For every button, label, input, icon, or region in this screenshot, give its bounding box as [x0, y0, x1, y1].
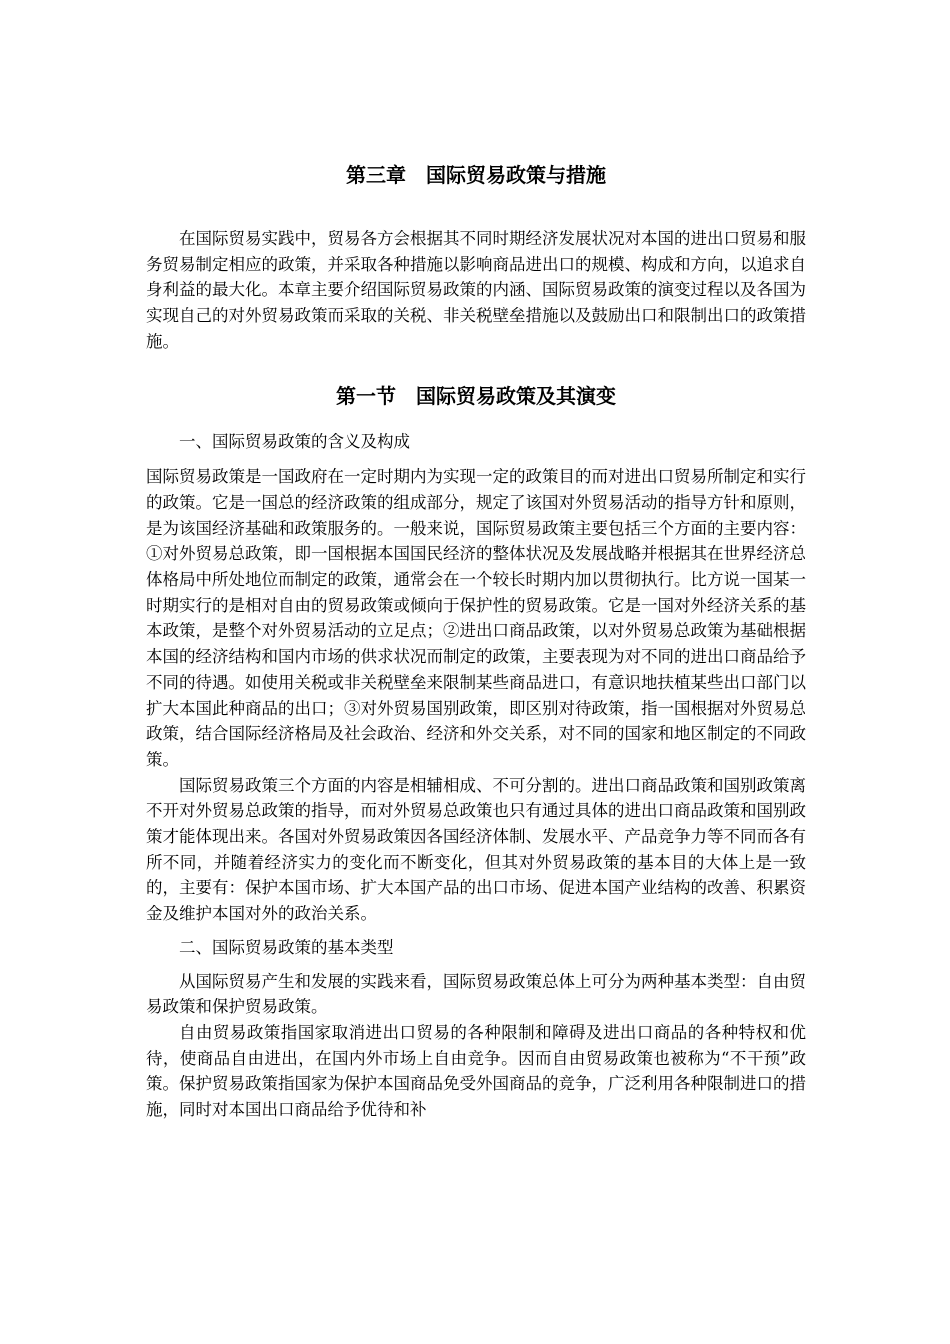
subsection-heading-2: 二、国际贸易政策的基本类型: [179, 937, 394, 957]
subsection-heading-1: 一、国际贸易政策的含义及构成: [179, 431, 410, 451]
body-paragraph: 国际贸易政策是一国政府在一定时期内为实现一定的政策目的而对进出口贸易所制定和实行的政策。它是一国总的经济政策的组成部分，规定了该国对外贸易活动的指导方针和原则，是为该国经济基础和政策服务的。一般来说，国际贸易政策主要包括三个方面的主要内容：①对外贸易总政策，即一国根据本国国民经济的整体状况及发展战略并根据其在世界经济总体格局中所处地位而制定的政策，通常会在一个较长时期内加以贯彻执行。比方说一国某一时期实行的是相对自由的贸易政策或倾向于保护性的贸易政策。它是一国对外经济关系的基本政策，是整个对外贸易活动的立足点；②进出口商品政策，以对外贸易总政策为基础根据本国的经济结构和国内市场的供求状况而制定的政策，主要表现为对不同的进出口商品给予不同的待遇。如使用关税或非关税壁垒来限制某些商品进口，有意识地扶植某些出口部门以扩大本国此种商品的出口；③对外贸易国别政策，即区别对待政策，指一国根据对外贸易总政策，结合国际经济格局及社会政治、经济和外交关系，对不同的国家和地区制定的不同政策。: [146, 467, 806, 769]
body-paragraph: 国际贸易政策三个方面的内容是相辅相成、不可分割的。进出口商品政策和国别政策离不开对外贸易总政策的指导，而对外贸易总政策也只有通过具体的进出口商品政策和国别政策才能体现出来。各国对外贸易政策因各国经济体制、发展水平、产品竞争力等不同而各有所不同，并随着经济实力的变化而不断变化，但其对外贸易政策的基本目的大体上是一致的，主要有：保护本国市场、扩大本国产品的出口市场、促进本国产业结构的改善、积累资金及维护本国对外的政治关系。: [146, 775, 806, 924]
chapter-title: 第三章 国际贸易政策与措施: [346, 163, 606, 187]
chapter-intro-paragraph: 在国际贸易实践中，贸易各方会根据其不同时期经济发展状况对本国的进出口贸易和服务贸易制定相应的政策，并采取各种措施以影响商品进出口的规模、构成和方向，以追求自身利益的最大化。本章主要介绍国际贸易政策的内涵、国际贸易政策的演变过程以及各国为实现自己的对外贸易政策而采取的关税、非关税壁垒措施以及鼓励出口和限制出口的政策措施。: [146, 229, 806, 351]
body-paragraph: 从国际贸易产生和发展的实践来看，国际贸易政策总体上可分为两种基本类型：自由贸易政策和保护贸易政策。: [146, 971, 806, 1017]
page-content: [146, 160, 806, 1123]
section-title: 第一节 国际贸易政策及其演变: [336, 383, 616, 408]
body-paragraph: 自由贸易政策指国家取消进出口贸易的各种限制和障碍及进出口商品的各种特权和优待，使商品自由进出，在国内外市场上自由竞争。因而自由贸易政策也被称为“不干预”政策。保护贸易政策指国家为保护本国商品免受外国商品的竞争，广泛利用各种限制进口的措施，同时对本国出口商品给予优待和补: [146, 1022, 806, 1120]
